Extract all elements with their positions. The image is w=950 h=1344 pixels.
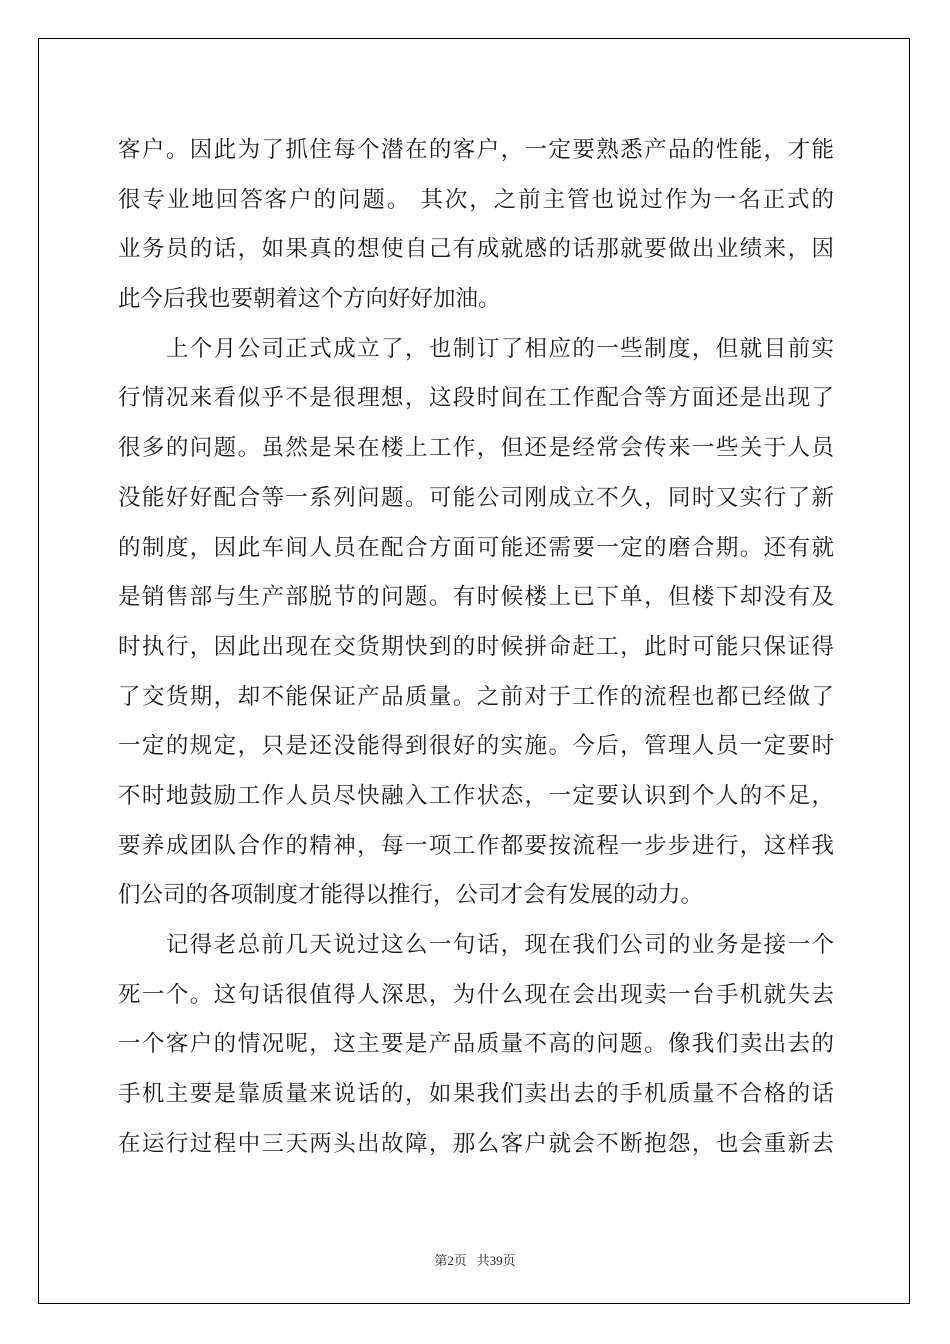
text-line: 很专业地回答客户的问题。 其次，之前主管也说过作为一名正式的 — [118, 186, 834, 213]
text-line: 了交货期，却不能保证产品质量。之前对于工作的流程也都已经做了 — [118, 683, 834, 710]
text-line: 行情况来看似乎不是很理想，这段时间在工作配合等方面还是出现了 — [118, 385, 834, 412]
page-number: 第2页 — [434, 1253, 467, 1268]
text-line: 很多的问题。虽然是呆在楼上工作，但还是经常会传来一些关于人员 — [118, 435, 834, 462]
text-line: 死一个。这句话很值得人深思，为什么现在会出现卖一台手机就失去 — [118, 981, 834, 1008]
text-line: 客户。因此为了抓住每个潜在的客户，一定要熟悉产品的性能，才能 — [118, 137, 834, 163]
text-line: 是销售部与生产部脱节的问题。有时候楼上已下单，但楼下却没有及 — [118, 584, 834, 611]
text-line: 上个月公司正式成立了，也制订了相应的一些制度，但就目前实 — [118, 335, 834, 362]
text-line: 记得老总前几天说过这么一句话，现在我们公司的业务是接一个 — [118, 932, 834, 958]
text-line: 一个客户的情况呢，这主要是产品质量不高的问题。像我们卖出去的 — [118, 1031, 834, 1058]
text-line: 时执行，因此出现在交货期快到的时候拼命赶工，此时可能只保证得 — [118, 633, 834, 660]
text-line: 手机主要是靠质量来说话的，如果我们卖出去的手机质量不合格的话 — [118, 1081, 834, 1108]
page-footer — [0, 1250, 950, 1269]
text-line: 一定的规定，只是还没能得到很好的实施。今后，管理人员一定要时 — [118, 733, 834, 760]
text-line: 们公司的各项制度才能得以推行，公司才会有发展的动力。 — [118, 882, 704, 909]
page-total: 共39页 — [476, 1253, 516, 1268]
text-line: 业务员的话，如果真的想使自己有成就感的话那就要做出业绩来，因 — [118, 236, 834, 263]
text-line: 在运行过程中三天两头出故障，那么客户就会不断抱怨，也会重新去 — [118, 1130, 834, 1157]
text-line: 不时地鼓励工作人员尽快融入工作状态，一定要认识到个人的不足， — [118, 782, 834, 809]
text-line: 此今后我也要朝着这个方向好好加油。 — [118, 286, 501, 313]
text-line: 没能好好配合等一系列问题。可能公司刚成立不久，同时又实行了新 — [118, 484, 834, 511]
document-body — [118, 126, 834, 1169]
text-line: 的制度，因此车间人员在配合方面可能还需要一定的磨合期。还有就 — [118, 534, 834, 561]
text-line: 要养成团队合作的精神，每一项工作都要按流程一步步进行，这样我 — [118, 832, 834, 859]
